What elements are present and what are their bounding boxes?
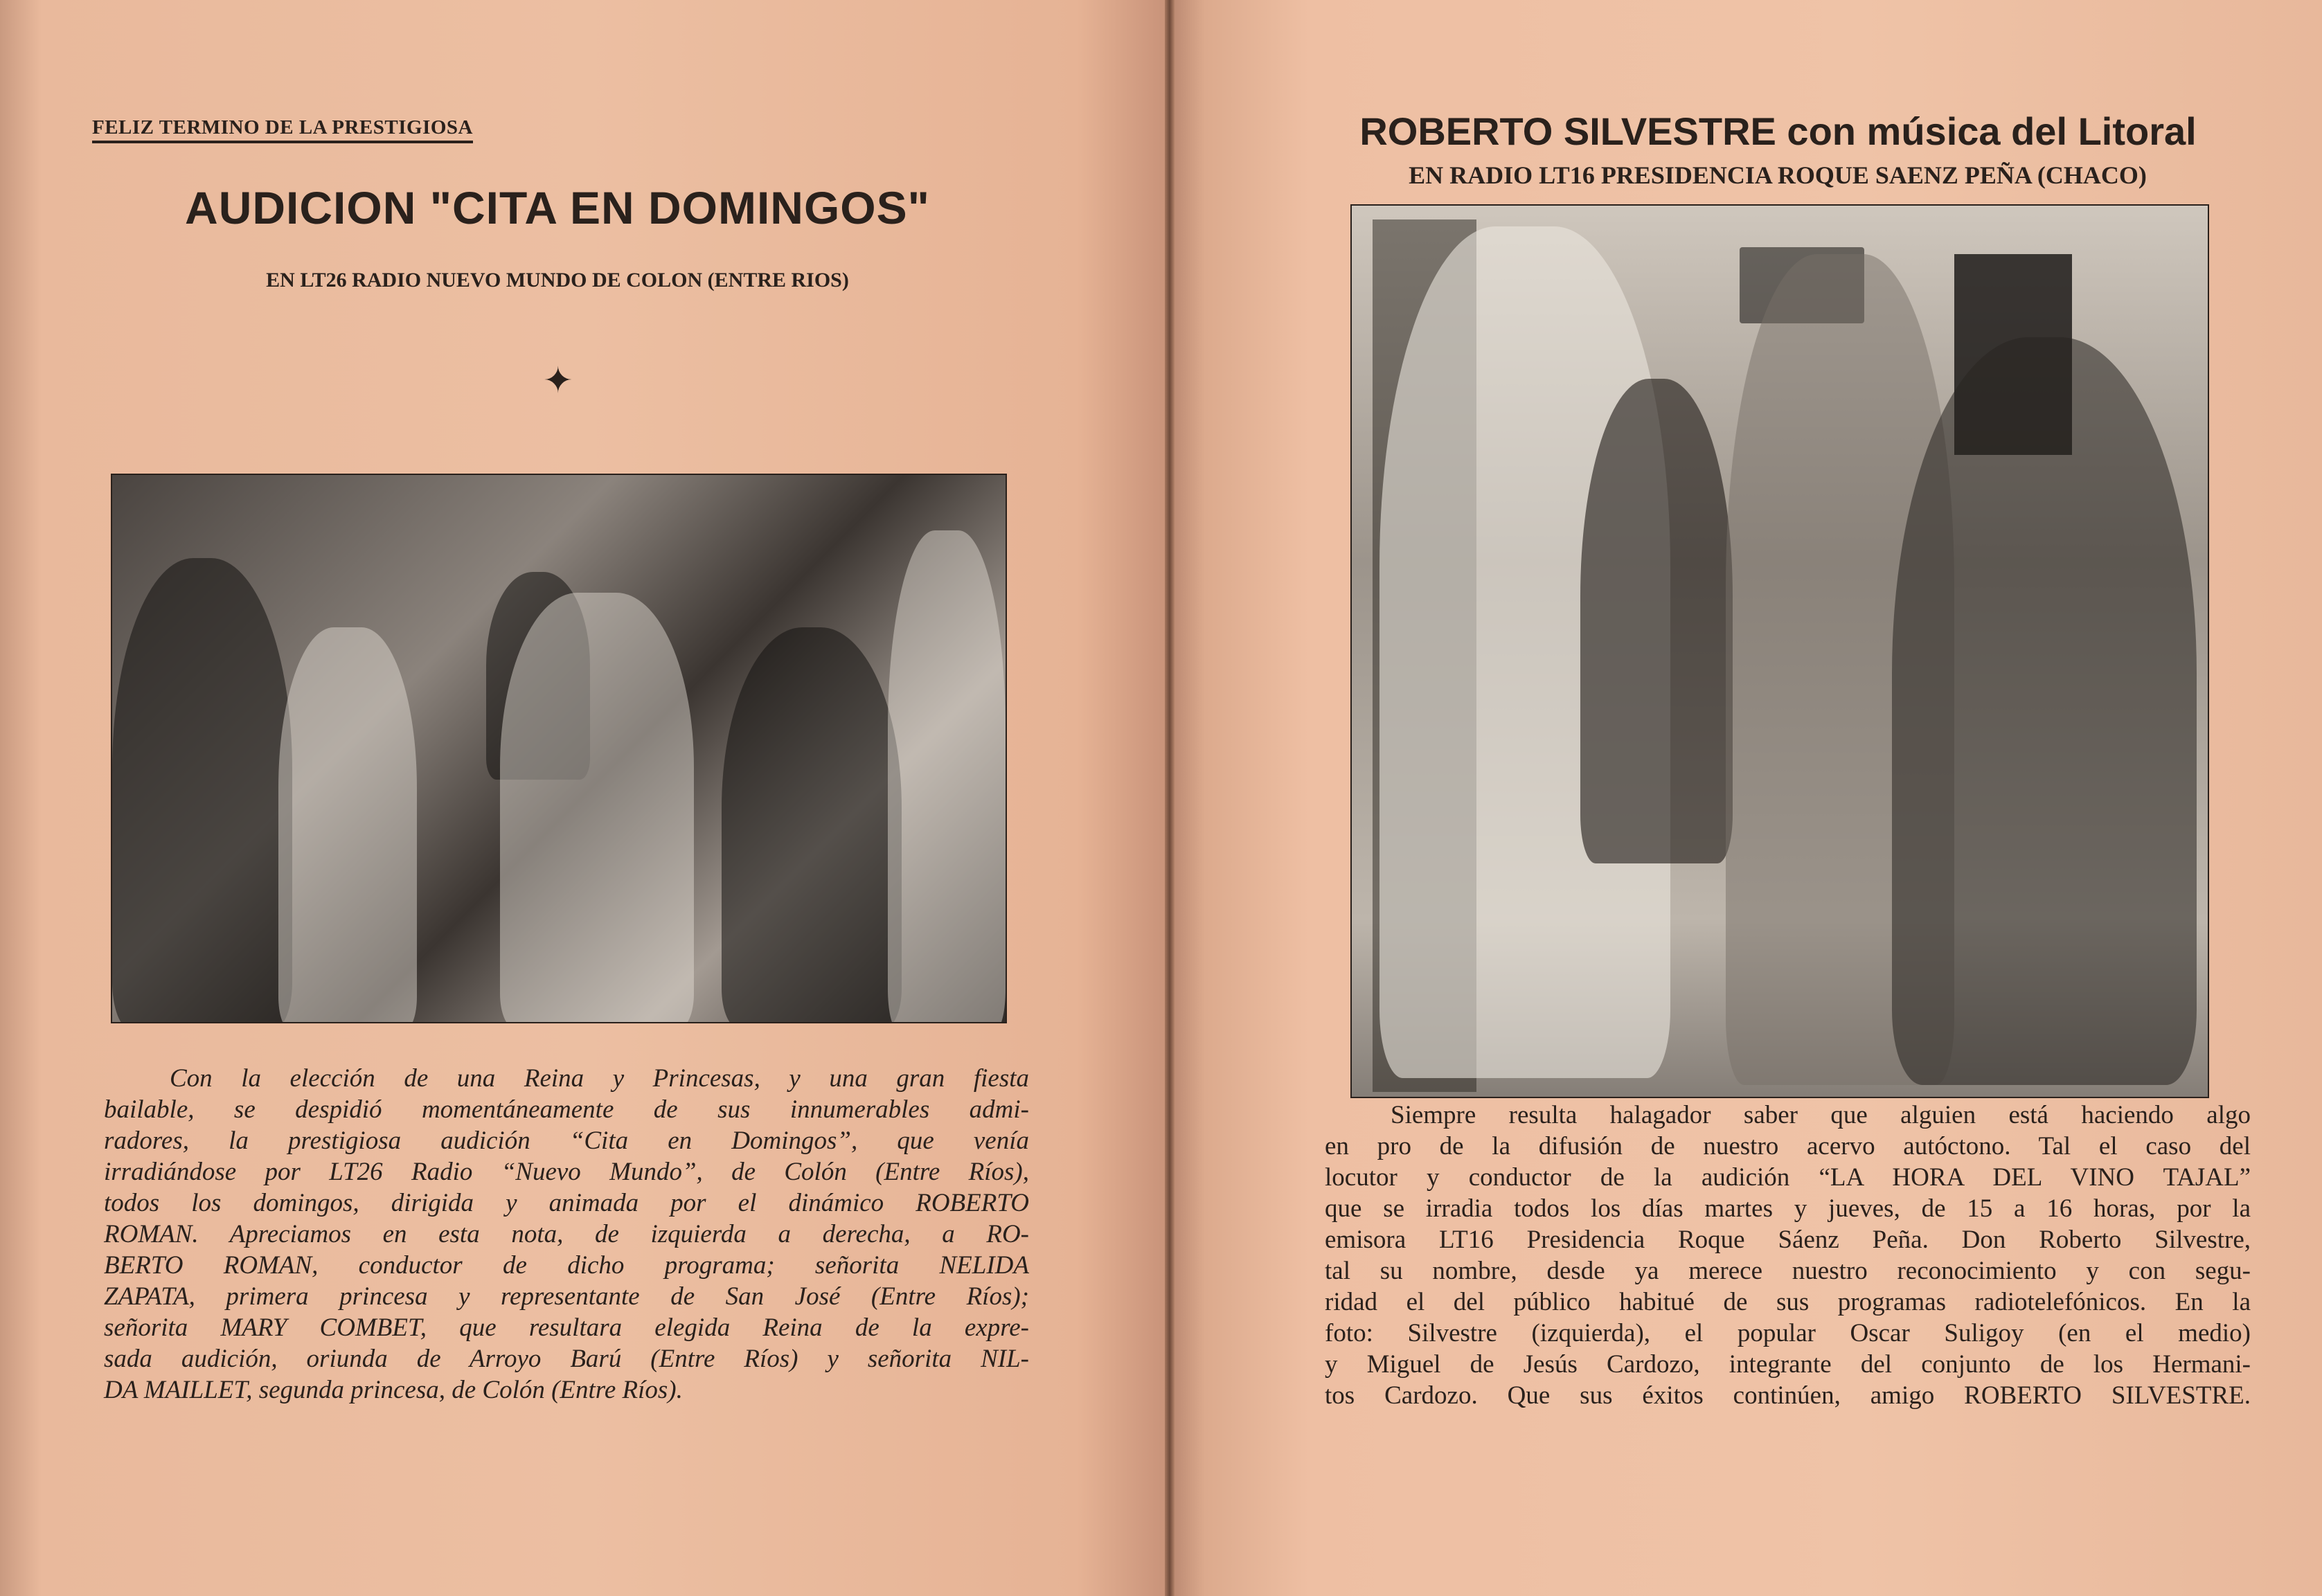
- text-line: locutor y conductor de la audición “LA HORA DEL VINO TAJAL”: [1325, 1163, 2251, 1192]
- article-body-right: [1325, 1100, 2251, 1411]
- text-line: tal su nombre, desde ya merece nuestro reconocimiento y con segu-: [1325, 1257, 2251, 1285]
- article-title-left: AUDICION "CITA EN DOMINGOS": [185, 182, 930, 233]
- text-line: DA MAILLET, segunda princesa, de Colón (Entre Ríos).: [104, 1376, 683, 1404]
- text-line: ridad el del público habitué de sus programas radiotelefónicos. En la: [1325, 1288, 2251, 1316]
- text-line: foto: Silvestre (izquierda), el popular Oscar Suligoy (en el medio): [1325, 1319, 2251, 1347]
- text-line: que se irradia todos los días martes y jueves, de 15 a 16 horas, por la: [1325, 1194, 2251, 1223]
- text-line: todos los domingos, dirigida y animada por el dinámico ROBERTO: [104, 1189, 1029, 1217]
- photo-reina-princesas: [111, 474, 1007, 1023]
- text-line: irradiándose por LT26 Radio “Nuevo Mundo”, de Colón (Entre Ríos),: [104, 1158, 1029, 1186]
- text-line: tos Cardozo. Que sus éxitos continúen, amigo ROBERTO SILVESTRE.: [1325, 1381, 2251, 1410]
- text-line: ZAPATA, primera princesa y representante de San José (Entre Ríos);: [104, 1282, 1029, 1311]
- star-ornament-icon: ✦: [543, 361, 573, 401]
- text-line: BERTO ROMAN, conductor de dicho programa; señorita NELIDA: [104, 1251, 1029, 1280]
- text-line: sada audición, oriunda de Arroyo Barú (Entre Ríos) y señorita NIL-: [104, 1345, 1029, 1373]
- article-title-right: ROBERTO SILVESTRE con música del Litoral: [1359, 109, 2197, 153]
- article-subtitle-left: EN LT26 RADIO NUEVO MUNDO DE COLON (ENTRE RIOS): [266, 269, 849, 292]
- article-body-left: [104, 1063, 1029, 1406]
- text-line: en pro de la difusión de nuestro acervo autóctono. Tal el caso del: [1325, 1132, 2251, 1160]
- text-line: Siempre resulta halagador saber que alguien está haciendo algo: [1391, 1101, 2251, 1129]
- kicker-heading: FELIZ TERMINO DE LA PRESTIGIOSA: [92, 116, 473, 143]
- text-line: y Miguel de Jesús Cardozo, integrante del conjunto de los Hermani-: [1325, 1350, 2251, 1379]
- text-line: bailable, se despidió momentáneamente de sus innumerables admi-: [104, 1095, 1029, 1124]
- article-subtitle-right: EN RADIO LT16 PRESIDENCIA ROQUE SAENZ PEÑA (CHACO): [1409, 161, 2147, 189]
- text-line: radores, la prestigiosa audición “Cita en Domingos”, que venía: [104, 1127, 1029, 1155]
- photo-roberto-silvestre: [1350, 204, 2209, 1098]
- text-line: Con la elección de una Reina y Princesas, y una gran fiesta: [170, 1064, 1029, 1093]
- book-spine: [1165, 0, 1175, 1596]
- text-line: señorita MARY COMBET, que resultara elegida Reina de la expre-: [104, 1313, 1029, 1342]
- text-line: ROMAN. Apreciamos en esta nota, de izquierda a derecha, a RO-: [104, 1220, 1029, 1248]
- text-line: emisora LT16 Presidencia Roque Sáenz Peña. Don Roberto Silvestre,: [1325, 1226, 2251, 1254]
